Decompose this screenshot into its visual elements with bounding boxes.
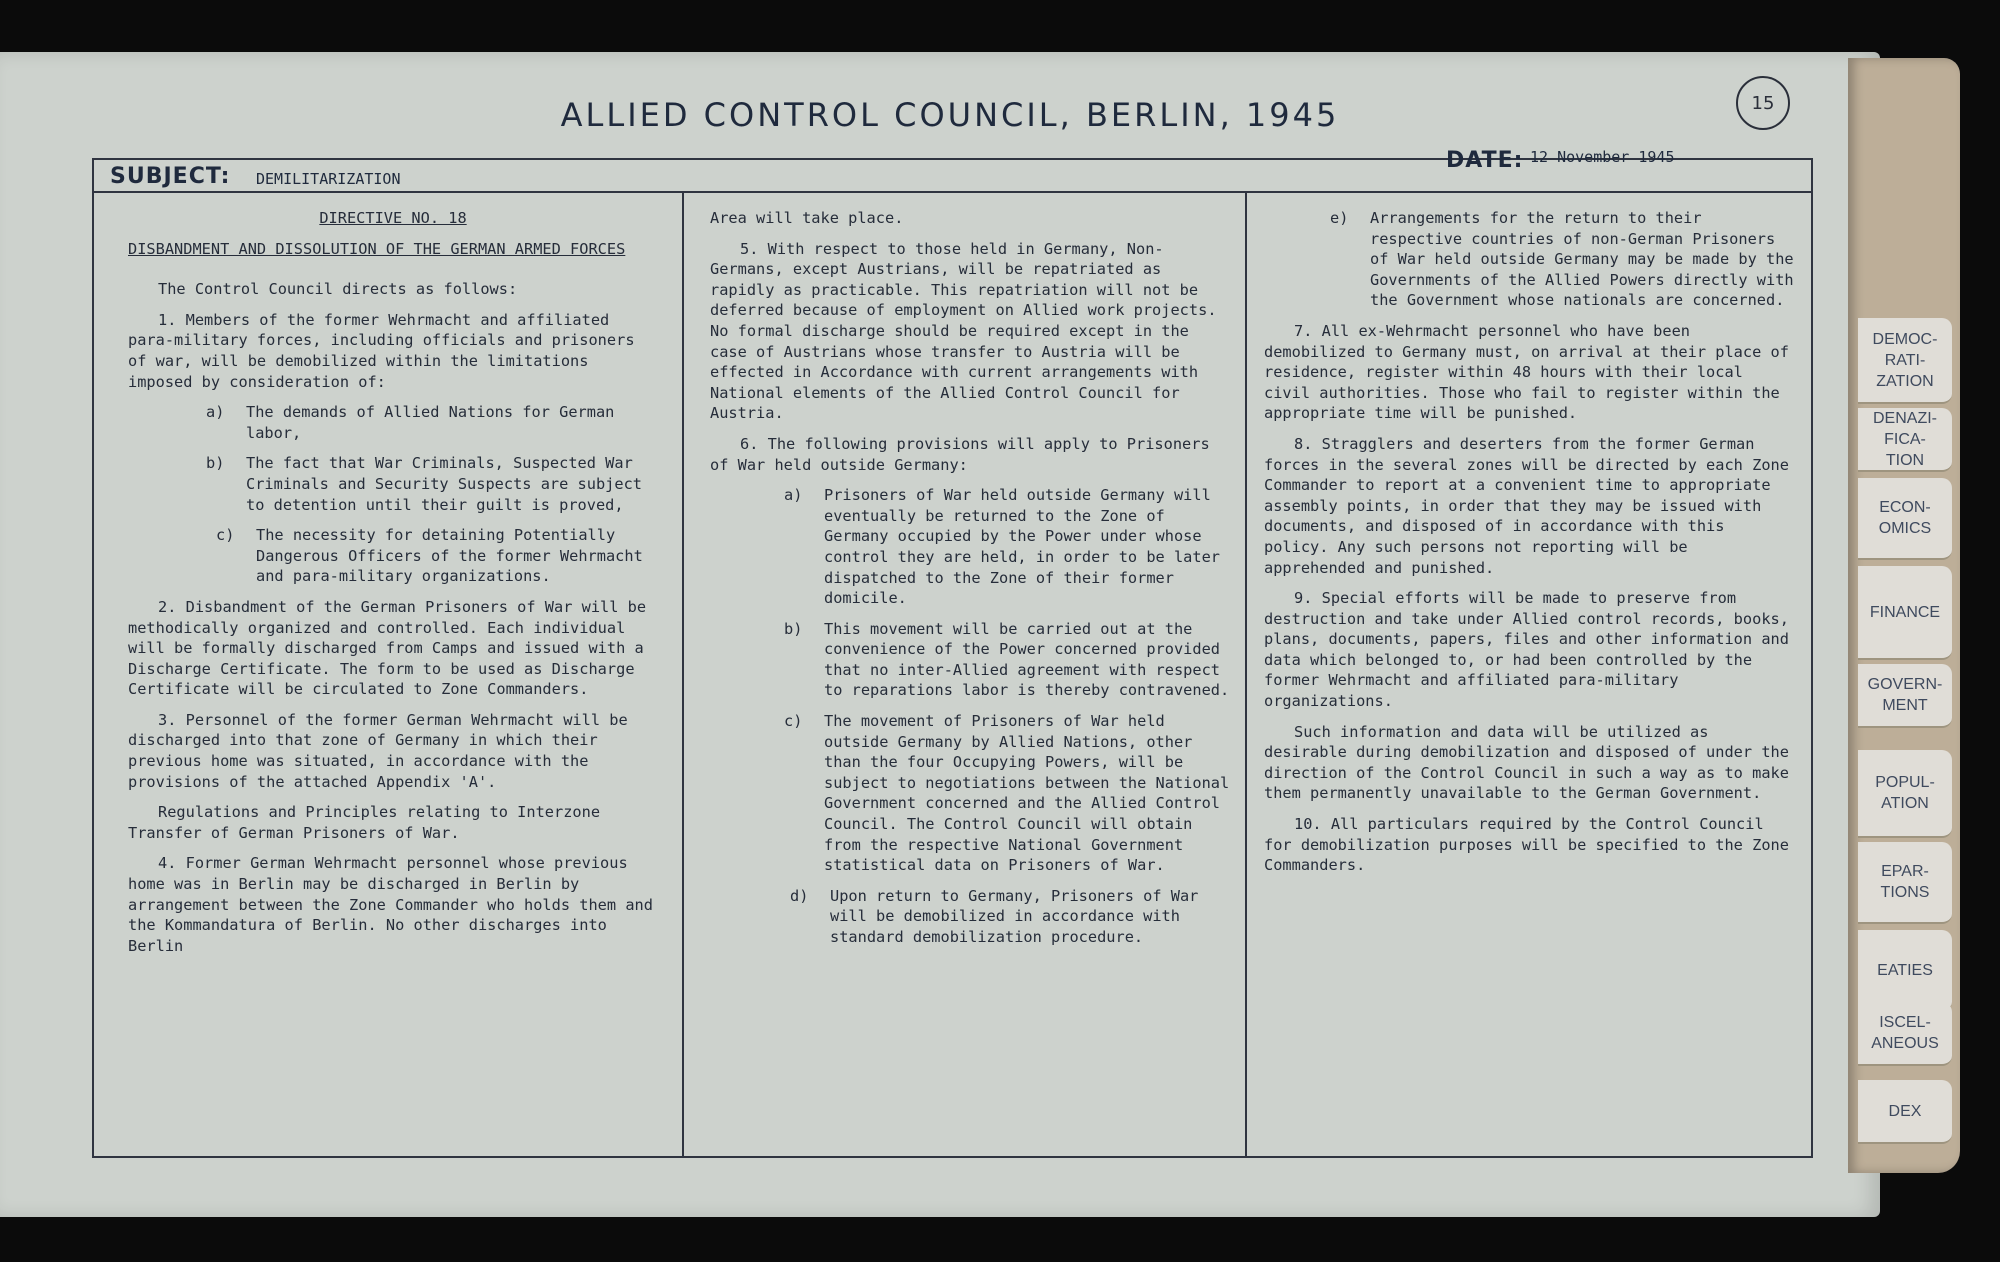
item-text: Upon return to Germany, Prisoners of War will be demobilized in accordance with standard demobilization procedure. bbox=[830, 886, 1199, 946]
paragraph-8: 8. Stragglers and deserters from the former German forces in the several zones will be directed by each Zone Commander to report at a convenient time to appropriate assembly points, in order that they may be issued with documents, and disposed of in accordance with this policy. Any such persons not reporting will be apprehended and punished. bbox=[1264, 434, 1789, 577]
item-label: c) bbox=[784, 712, 803, 731]
such-information-paragraph: Such information and data will be utilized as desirable during demobilization and disposed of under the direction of the Control Council in such a way as to make them permanently unavailable to the German Government. bbox=[1264, 722, 1789, 803]
date-label: DATE: bbox=[1446, 148, 1524, 173]
paragraph-6d bbox=[790, 886, 1230, 948]
paragraph-6a bbox=[784, 485, 1230, 609]
item-label: b) bbox=[206, 454, 225, 473]
item-text: The fact that War Criminals, Suspected War Criminals and Security Suspects are subject to detention until their guilt is proved, bbox=[246, 454, 643, 514]
paragraph-1a bbox=[206, 402, 658, 443]
tab-denazification[interactable]: DENAZI- FICA- TION bbox=[1858, 408, 1952, 472]
directive-heading: DISBANDMENT AND DISSOLUTION OF THE GERMAN ARMED FORCES bbox=[128, 239, 626, 258]
item-label: a) bbox=[784, 486, 803, 505]
paragraph-6e bbox=[1330, 208, 1794, 311]
paragraph-3: 3. Personnel of the former German Wehrmacht will be discharged into that zone of Germany in which their previous home was situated, in accordance with the provisions of the attached Appendix 'A'. bbox=[128, 710, 628, 791]
header-divider bbox=[92, 191, 1812, 193]
item-label: e) bbox=[1330, 209, 1349, 227]
date-value: 12 November 1945 bbox=[1530, 148, 1675, 166]
item-text: This movement will be carried out at the convenience of the Power concerned provided that no inter-Allied agreement with respect to reparations labor is thereby contravened. bbox=[824, 619, 1230, 700]
item-text: Prisoners of War held outside Germany will eventually be returned to the Zone of Germany occupied by the Power under whose control they are held, in order to be later dispatched to the Zone of their former domicile. bbox=[824, 486, 1221, 608]
item-label: d) bbox=[790, 886, 809, 905]
paragraph-1c bbox=[216, 525, 658, 587]
item-label: a) bbox=[206, 403, 225, 422]
paragraph-4: 4. Former German Wehrmacht personnel whose previous home was in Berlin may be discharged in Berlin by arrangement between the Zone Commander who holds them and the Kommandatura of Berlin. No other discharges into Berlin bbox=[128, 854, 653, 955]
column-divider-2 bbox=[1245, 191, 1247, 1156]
paragraph-5: 5. With respect to those held in Germany, Non-Germans, except Austrians, will be repatriated as rapidly as practicable. This repatriation will not be deferred because of employment on Allied work projects. No formal discharge should be required except in the case of Austrians whose transfer to Austria will be effected in Accordance with current arrangements with National elements of the Allied Control Council for Austria. bbox=[710, 239, 1217, 423]
item-text: The demands of Allied Nations for German labor, bbox=[246, 403, 615, 442]
paragraph-10: 10. All particulars required by the Control Council for demobilization purposes will be specified to the Zone Commanders. bbox=[1264, 815, 1789, 875]
tab-democratization[interactable]: DEMOC- RATI- ZATION bbox=[1858, 318, 1952, 404]
paragraph-9: 9. Special efforts will be made to preserve from destruction and take under Allied control records, books, plans, documents, papers, files and other information and data which belonged to, or had been controlled by the former Wehrmacht and affiliated para-military organizations. bbox=[1264, 589, 1789, 711]
paragraph-6b bbox=[784, 619, 1230, 701]
column-2 bbox=[710, 208, 1230, 958]
directive-number: DIRECTIVE NO. 18 bbox=[319, 209, 467, 227]
item-label: b) bbox=[784, 619, 803, 638]
tab-finance[interactable]: FINANCE bbox=[1858, 566, 1952, 660]
tab-government[interactable]: GOVERN- MENT bbox=[1858, 664, 1952, 728]
item-text: The movement of Prisoners of War held outside Germany by Allied Nations, other than the four Occupying Powers, will be subject to negotiations between the National Government concerned and the Allied Control Council. The Control Council will obtain from the respective National Government statistical data on Prisoners of War. bbox=[824, 712, 1230, 875]
paragraph-6: 6. The following provisions will apply to Prisoners of War held outside Germany: bbox=[710, 434, 1210, 474]
page-title: ALLIED CONTROL COUNCIL, BERLIN, 1945 bbox=[560, 96, 1340, 134]
paragraph-7: 7. All ex-Wehrmacht personnel who have been demobilized to Germany must, on arrival at their place of residence, register within 48 hours with their local civil authorities. Those who fail to register within the appropriate time will be punished. bbox=[1264, 321, 1789, 423]
page-number: 15 bbox=[1736, 76, 1790, 130]
paragraph-6c bbox=[784, 711, 1230, 876]
tab-reparations[interactable]: EPAR- TIONS bbox=[1858, 842, 1952, 924]
item-text: The necessity for detaining Potentially Dangerous Officers of the former Wehrmacht and para-military organizations. bbox=[256, 526, 643, 586]
tab-treaties[interactable]: EATIES bbox=[1858, 930, 1952, 1012]
tab-miscellaneous[interactable]: ISCEL- ANEOUS bbox=[1858, 1002, 1952, 1066]
tab-population[interactable]: POPUL- ATION bbox=[1858, 750, 1952, 838]
regulations-paragraph: Regulations and Principles relating to Interzone Transfer of German Prisoners of War. bbox=[128, 803, 601, 842]
continuation-text: Area will take place. bbox=[710, 209, 904, 227]
column-1 bbox=[128, 208, 658, 966]
subject-label: SUBJECT: bbox=[110, 164, 231, 189]
paragraph-1: 1. Members of the former Wehrmacht and affiliated para-military forces, including officials and prisoners of war, will be demobilized within the limitations imposed by consideration of: bbox=[128, 310, 635, 391]
paragraph-2: 2. Disbandment of the German Prisoners of War will be methodically organized and controlled. Each individual will be formally discharged from Camps and issued with a Discharge Certificate. The form to be used as Discharge Certificate will be circulated to Zone Commanders. bbox=[128, 597, 647, 699]
subject-value: DEMILITARIZATION bbox=[256, 170, 401, 188]
intro-paragraph: The Control Council directs as follows: bbox=[158, 280, 518, 299]
paragraph-1b bbox=[206, 453, 658, 515]
column-3 bbox=[1264, 208, 1794, 886]
column-divider-1 bbox=[682, 191, 684, 1156]
item-text: Arrangements for the return to their respective countries of non-German Prisoners of War held outside Germany may be made by the Governments of the Allied Powers directly with the Government whose nationals are concerned. bbox=[1370, 209, 1794, 310]
item-label: c) bbox=[216, 526, 235, 545]
tab-economics[interactable]: ECON- OMICS bbox=[1858, 478, 1952, 560]
tab-index[interactable]: DEX bbox=[1858, 1080, 1952, 1144]
